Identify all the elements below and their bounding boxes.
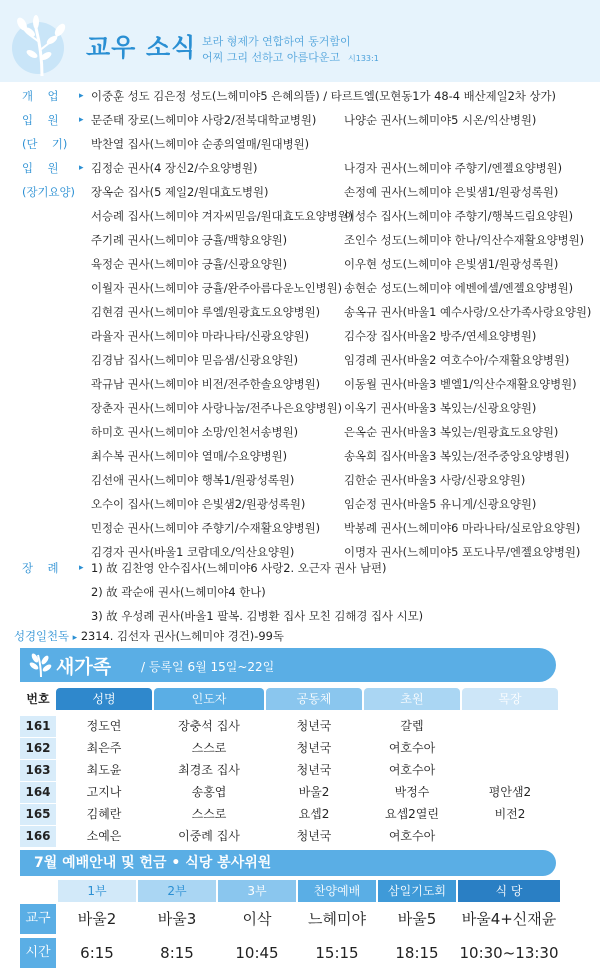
time-cell: 15:15 [315,944,359,962]
member-guide: 장충석 집사 [178,719,240,733]
col-header-service-3: 3부 [218,880,296,902]
member-guide: 송홍엽 [191,785,227,799]
verse-line-1: 보라 형제가 연합하여 동거함이 [202,35,351,48]
long-term-entry: 장옥순 집사(5 제일2/원대효도병원) [91,185,269,199]
long-term-entry: 박봉례 권사(느헤미야6 마라나타/실로암요양원) [344,521,581,535]
member-community: 청년국 [296,719,332,733]
member-cowon: 갈렙 [400,719,424,733]
member-cowon: 요셉2열린 [384,807,439,821]
parish-cell: 바울2 [77,910,117,928]
parish-cell: 이삭 [242,910,272,928]
long-term-row [0,492,600,516]
parish-cell: 바울3 [157,910,197,928]
worship-bar [20,850,556,876]
long-term-row [0,276,600,300]
new-family-bar [20,648,556,682]
page-title: 교우 소식 [86,33,197,62]
long-term-entry: 라율자 권사(느헤미야 마라나타/신광요양원) [91,329,310,343]
long-term-entry: 이성수 집사(느헤미야 주향기/행복드림요양원) [344,209,574,223]
long-term-entry: 장춘자 권사(느헤미야 사랑나눔/전주나은요양병원) [91,401,343,415]
col-header-cowon: 초원 [364,688,460,710]
bible-reading-text: 2314. 김선자 권사(느헤미야 경건)-99독 [80,629,284,643]
long-term-entry: 임순정 권사(바울5 유니게/신광요양원) [344,497,537,511]
long-term-entry: 송옥규 권사(바울1 예수사랑/오산가족사랑요양원) [344,305,592,319]
col-header-prayer: 삼일기도회 [378,880,456,902]
time-cell: 18:15 [395,944,439,962]
short-term-entry: 박찬열 집사(느헤미야 순종의열매/원대병원) [91,137,310,151]
arrow-icon: ▸ [79,563,84,573]
long-term-entry: 서승례 집사(느헤미야 겨자씨믿음/원대효도요양병원) [91,209,354,223]
member-name: 소예은 [86,829,122,843]
long-term-entry: 이월자 권사(느헤미야 긍휼/완주아름다운노인병원) [91,281,343,295]
parish-cell: 바울5 [397,910,437,928]
new-family-title: 새가족 [56,656,112,678]
member-cowon: 박정수 [394,785,430,799]
col-header-service-1: 1부 [58,880,136,902]
long-term-entry: 주기례 권사(느헤미야 긍휼/백향요양원) [91,233,288,247]
row-number: 165 [20,804,56,825]
row-label-parish: 교구 [20,904,56,934]
col-header-guide: 인도자 [154,688,264,710]
long-term-entry: 임경례 권사(바울2 여호수아/수재활요양병원) [344,353,570,367]
funeral-item: 2) 故 곽순애 권사(느헤미야4 한나) [91,585,266,599]
row-label-time: 시간 [20,938,56,968]
short-term-label: (단 기) [22,137,68,151]
long-term-entry: 이옥기 권사(바울3 복있는/신광요양원) [344,401,537,415]
news-header [0,0,600,82]
admit-entry: 나경자 권사(느헤미야 주향기/엔젤요양병원) [344,161,563,175]
new-family-subtitle: / 등록일 6월 15일~22일 [141,660,275,674]
long-term-entry: 김선애 권사(느헤미야 행복1/원광성록원) [91,473,295,487]
admit-row [0,108,600,132]
arrow-icon: ▸ [79,115,84,125]
opening-text: 이중훈 성도 김은정 성도(느헤미야5 은혜의뜰) / 타르트엘(모현동1가 48-4 배산제일2차 상가) [91,89,556,103]
row-number: 166 [20,826,56,847]
long-term-row [0,396,600,420]
long-term-entry: 최수복 권사(느헤미야 열매/수요양병원) [91,449,288,463]
col-header-community: 공동체 [266,688,362,710]
member-cowon: 여호수아 [388,741,436,755]
parish-cell: 느헤미야 [308,910,366,928]
opening-label: 개 업 [22,89,59,103]
col-header-service-2: 2부 [138,880,216,902]
col-header-praise: 찬양예배 [298,880,376,902]
time-cell: 10:45 [235,944,279,962]
member-name: 정도연 [86,719,122,733]
long-term-row [0,348,600,372]
member-community: 청년국 [296,763,332,777]
member-mokjang: 비전2 [494,807,526,821]
member-mokjang [462,716,558,737]
long-term-row [0,324,600,348]
member-cowon: 여호수아 [388,829,436,843]
member-community: 요셉2 [298,807,330,821]
bible-verse [202,34,379,67]
long-term-entry: 김현겸 권사(느헤미야 루엘/원광효도요양병원) [91,305,321,319]
member-mokjang [462,738,558,759]
long-term-row [0,444,600,468]
funeral-row [0,580,600,604]
member-cowon: 여호수아 [388,763,436,777]
time-cell: 8:15 [160,944,194,962]
col-header-name: 성명 [56,688,152,710]
member-mokjang: 평안샘2 [488,785,532,799]
row-number: 161 [20,716,56,737]
member-guide: 이중례 집사 [178,829,240,843]
admit-entry: 김정순 권사(4 장신2/수요양병원) [91,161,258,175]
verse-reference: 시133:1 [348,54,379,63]
member-name: 김혜란 [86,807,122,821]
member-guide: 스스로 [191,741,227,755]
admit-label: 입 원 [22,161,59,175]
member-name: 최도윤 [86,763,122,777]
row-number: 163 [20,760,56,781]
admit-entry: 문준태 장로(느헤미야 사랑2/전북대학교병원) [91,113,317,127]
bible-reading-row [14,628,284,644]
row-number: 164 [20,782,56,803]
arrow-icon: ▸ [79,91,84,101]
arrow-icon: ▸ [72,633,78,643]
funeral-item: 3) 故 우성례 권사(바울1 팔복. 김병환 집사 모친 김해경 집사 시모) [91,609,424,623]
long-term-row [0,180,600,204]
long-term-label: (장기요양) [22,185,75,199]
long-term-row [0,420,600,444]
long-term-entry: 송옥희 집사(바울3 복있는/전주중앙요양병원) [344,449,570,463]
member-community: 청년국 [296,741,332,755]
opening-row [0,84,600,108]
long-term-entry: 김한순 권사(바울3 사랑/신광요양원) [344,473,526,487]
time-cell: 6:15 [80,944,114,962]
long-term-entry: 김경남 집사(느헤미야 믿음샘/신광요양원) [91,353,299,367]
long-term-entry: 송현순 성도(느헤미야 에벤에셀/엔젤요양병원) [344,281,574,295]
verse-line-2: 어찌 그리 선하고 아름다운고 [202,51,341,64]
member-mokjang [462,760,558,781]
long-term-entry: 조인수 성도(느헤미야 한나/익산수재활요양병원) [344,233,585,247]
arrow-icon: ▸ [79,163,84,173]
long-term-entry: 이우현 성도(느헤미야 은빛샘1/원광성록원) [344,257,559,271]
admit-label: 입 원 [22,113,59,127]
long-term-row [0,252,600,276]
tree-icon [8,6,76,80]
leaf-icon [28,652,54,678]
short-term-row [0,132,600,156]
long-term-row [0,372,600,396]
long-term-entry: 은옥순 권사(바울3 복있는/원광효도요양원) [344,425,559,439]
member-mokjang [462,826,558,847]
long-term-entry: 하미호 권사(느헤미야 소망/인천서송병원) [91,425,299,439]
member-name: 최은주 [86,741,122,755]
funeral-row [0,556,600,580]
funeral-row [0,604,600,628]
member-community: 청년국 [296,829,332,843]
long-term-entry: 오수이 집사(느헤미야 은빛샘2/원광성록원) [91,497,306,511]
col-header-kitchen: 식 당 [458,880,560,902]
long-term-entry: 손정예 권사(느헤미야 은빛샘1/원광성록원) [344,185,559,199]
funeral-item: 1) 故 김찬영 안수집사(느헤미야6 사랑2. 오근자 권사 남편) [91,561,387,575]
long-term-row [0,204,600,228]
long-term-entry: 민정순 권사(느헤미야 주향기/수재활요양병원) [91,521,321,535]
long-term-entry: 이명자 권사(느헤미야5 포도나무/엔젤요양병원) [344,545,581,559]
long-term-row [0,468,600,492]
row-number: 162 [20,738,56,759]
member-community: 바울2 [298,785,330,799]
worship-title: 7월 예배안내 및 헌금 • 식당 봉사위원 [34,855,272,871]
long-term-row [0,228,600,252]
long-term-entry: 김수장 집사(바울2 방주/연세요양병원) [344,329,537,343]
long-term-entry: 이동월 권사(바울3 벧엘1/익산수재활요양병원) [344,377,577,391]
long-term-row [0,300,600,324]
long-term-row [0,516,600,540]
long-term-entry: 육정순 권사(느헤미야 긍휼/신광요양원) [91,257,288,271]
parish-cell: 바울4+신재윤 [461,910,557,928]
funeral-label: 장 례 [22,561,59,575]
long-term-entry: 곽규남 권사(느헤미야 비전/전주한솔요양병원) [91,377,321,391]
col-header-number: 번호 [26,692,50,706]
long-term-entry: 김경자 권사(바울1 코람데오/익산요양원) [91,545,295,559]
member-guide: 스스로 [191,807,227,821]
member-name: 고지나 [86,785,122,799]
member-guide: 최경조 집사 [178,763,240,777]
admit-row-2 [0,156,600,180]
bible-reading-label: 성경일천독 [14,629,70,643]
time-cell: 10:30~13:30 [459,944,559,962]
col-header-mokjang: 목장 [462,688,558,710]
admit-entry: 나양순 권사(느헤미야5 시온/익산병원) [344,113,537,127]
